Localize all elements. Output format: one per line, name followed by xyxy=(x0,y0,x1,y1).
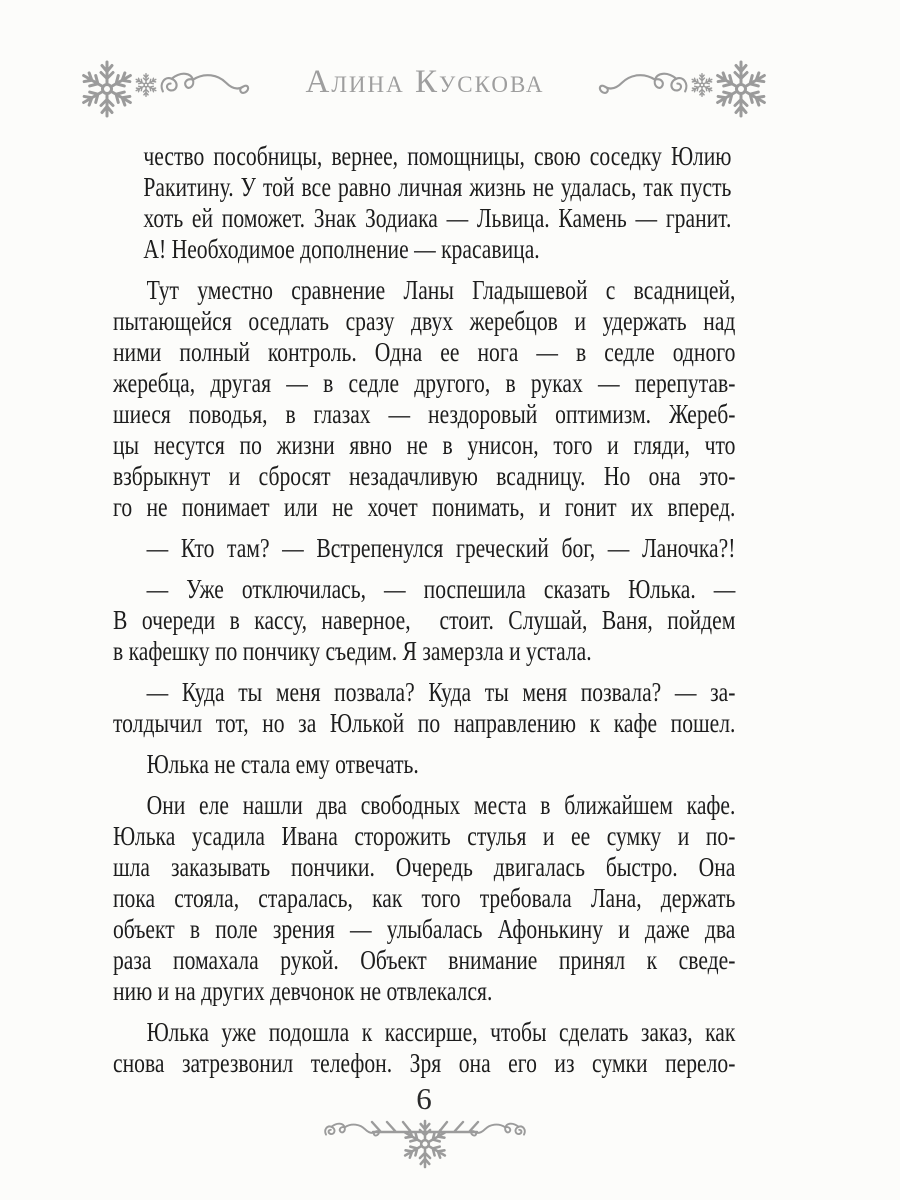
text-line: А! Необходимое дополнение — красавица. xyxy=(143,234,540,264)
text-line: го не понимает или не хочет понимать, и гонит их вперед. xyxy=(113,492,736,522)
text-line: шиеся поводья, в глазах — нездоровый оптимизм. Жереб- xyxy=(113,399,736,429)
text-line: пока стояла, старалась, как того требовала Лана, держать xyxy=(113,883,736,913)
text-line: Ракитину. У той все равно личная жизнь не удалась, так пусть xyxy=(143,172,732,202)
footer-ornament xyxy=(320,1116,530,1176)
snowflake-small-icon xyxy=(691,74,713,97)
paragraph xyxy=(113,574,735,667)
paragraph xyxy=(113,1017,735,1079)
paragraph xyxy=(113,141,735,265)
page-number: 6 xyxy=(416,1081,432,1116)
text-line: чество пособницы, вернее, помощницы, свою соседку Юлию xyxy=(143,141,732,171)
paragraph xyxy=(113,749,735,780)
text-line: шла заказывать пончики. Очередь двигалась быстро. Она xyxy=(113,852,736,882)
flourish-swirl-icon xyxy=(471,1124,525,1136)
text-line: нию и на других девчонок не отвлекался. xyxy=(113,976,493,1006)
flourish-swirl-icon xyxy=(600,74,687,93)
text-column xyxy=(113,141,735,1079)
text-line: хоть ей поможет. Знак Зодиака — Львица. Камень — гранит. xyxy=(143,203,732,233)
text-line: Юлька не стала ему отвечать. xyxy=(146,749,419,779)
paragraph xyxy=(113,677,735,739)
paragraph xyxy=(113,275,735,523)
paragraph xyxy=(113,790,735,1007)
text-line: — Уже отключилась, — поспешила сказать Юлька. — xyxy=(146,574,736,604)
text-line: Тут уместно сравнение Ланы Гладышевой с всадницей, xyxy=(146,275,736,305)
text-line: цы несутся по жизни явно не в унисон, того и гляди, что xyxy=(113,430,736,460)
flourish-swirl-icon xyxy=(325,1124,379,1136)
text-line: объект в поле зрения — улыбалась Афонькину и даже два xyxy=(113,914,736,944)
text-line: Юлька уже подошла к кассирше, чтобы сделать заказ, как xyxy=(146,1017,736,1047)
text-line: взбрыкнут и сбросят незадачливую всадницу. Но она это- xyxy=(113,461,736,491)
page-text xyxy=(113,141,735,1079)
text-line: снова затрезвонил телефон. Зря она его из сумки перело- xyxy=(113,1048,736,1078)
snowflake-center-icon xyxy=(403,1121,448,1167)
paragraph xyxy=(113,533,735,564)
text-line: раза помахала рукой. Объект внимание принял к сведе- xyxy=(113,945,736,975)
text-line: пытающейся оседлать сразу двух жеребцов и удержать над xyxy=(113,306,736,336)
text-line: — Куда ты меня позвала? Куда ты меня позвала? — за- xyxy=(146,677,736,707)
text-line: жеребца, другая — в седле другого, в руках — перепутав- xyxy=(113,368,736,398)
text-line: — Кто там? — Встрепенулся греческий бог, — Ланочка?! xyxy=(146,533,736,563)
text-line: Они еле нашли два свободных места в ближайшем кафе. xyxy=(146,790,736,820)
text-line: Юлька усадила Ивана сторожить стулья и ее сумку и по- xyxy=(113,821,736,851)
author-header: Алина Кускова xyxy=(305,64,545,100)
header-ornament-right xyxy=(598,56,768,120)
snowflake-large-icon xyxy=(715,62,768,116)
text-line: толдычил тот, но за Юлькой по направлению к кафе пошел. xyxy=(113,708,736,738)
text-line: в кафешку по пончику съедим. Я замерзла и устала. xyxy=(113,636,592,666)
text-line: В очереди в кассу, наверное, стоит. Слушай, Ваня, пойдем xyxy=(113,605,736,635)
text-line: ними полный контроль. Одна ее нога — в седле одного xyxy=(113,337,736,367)
